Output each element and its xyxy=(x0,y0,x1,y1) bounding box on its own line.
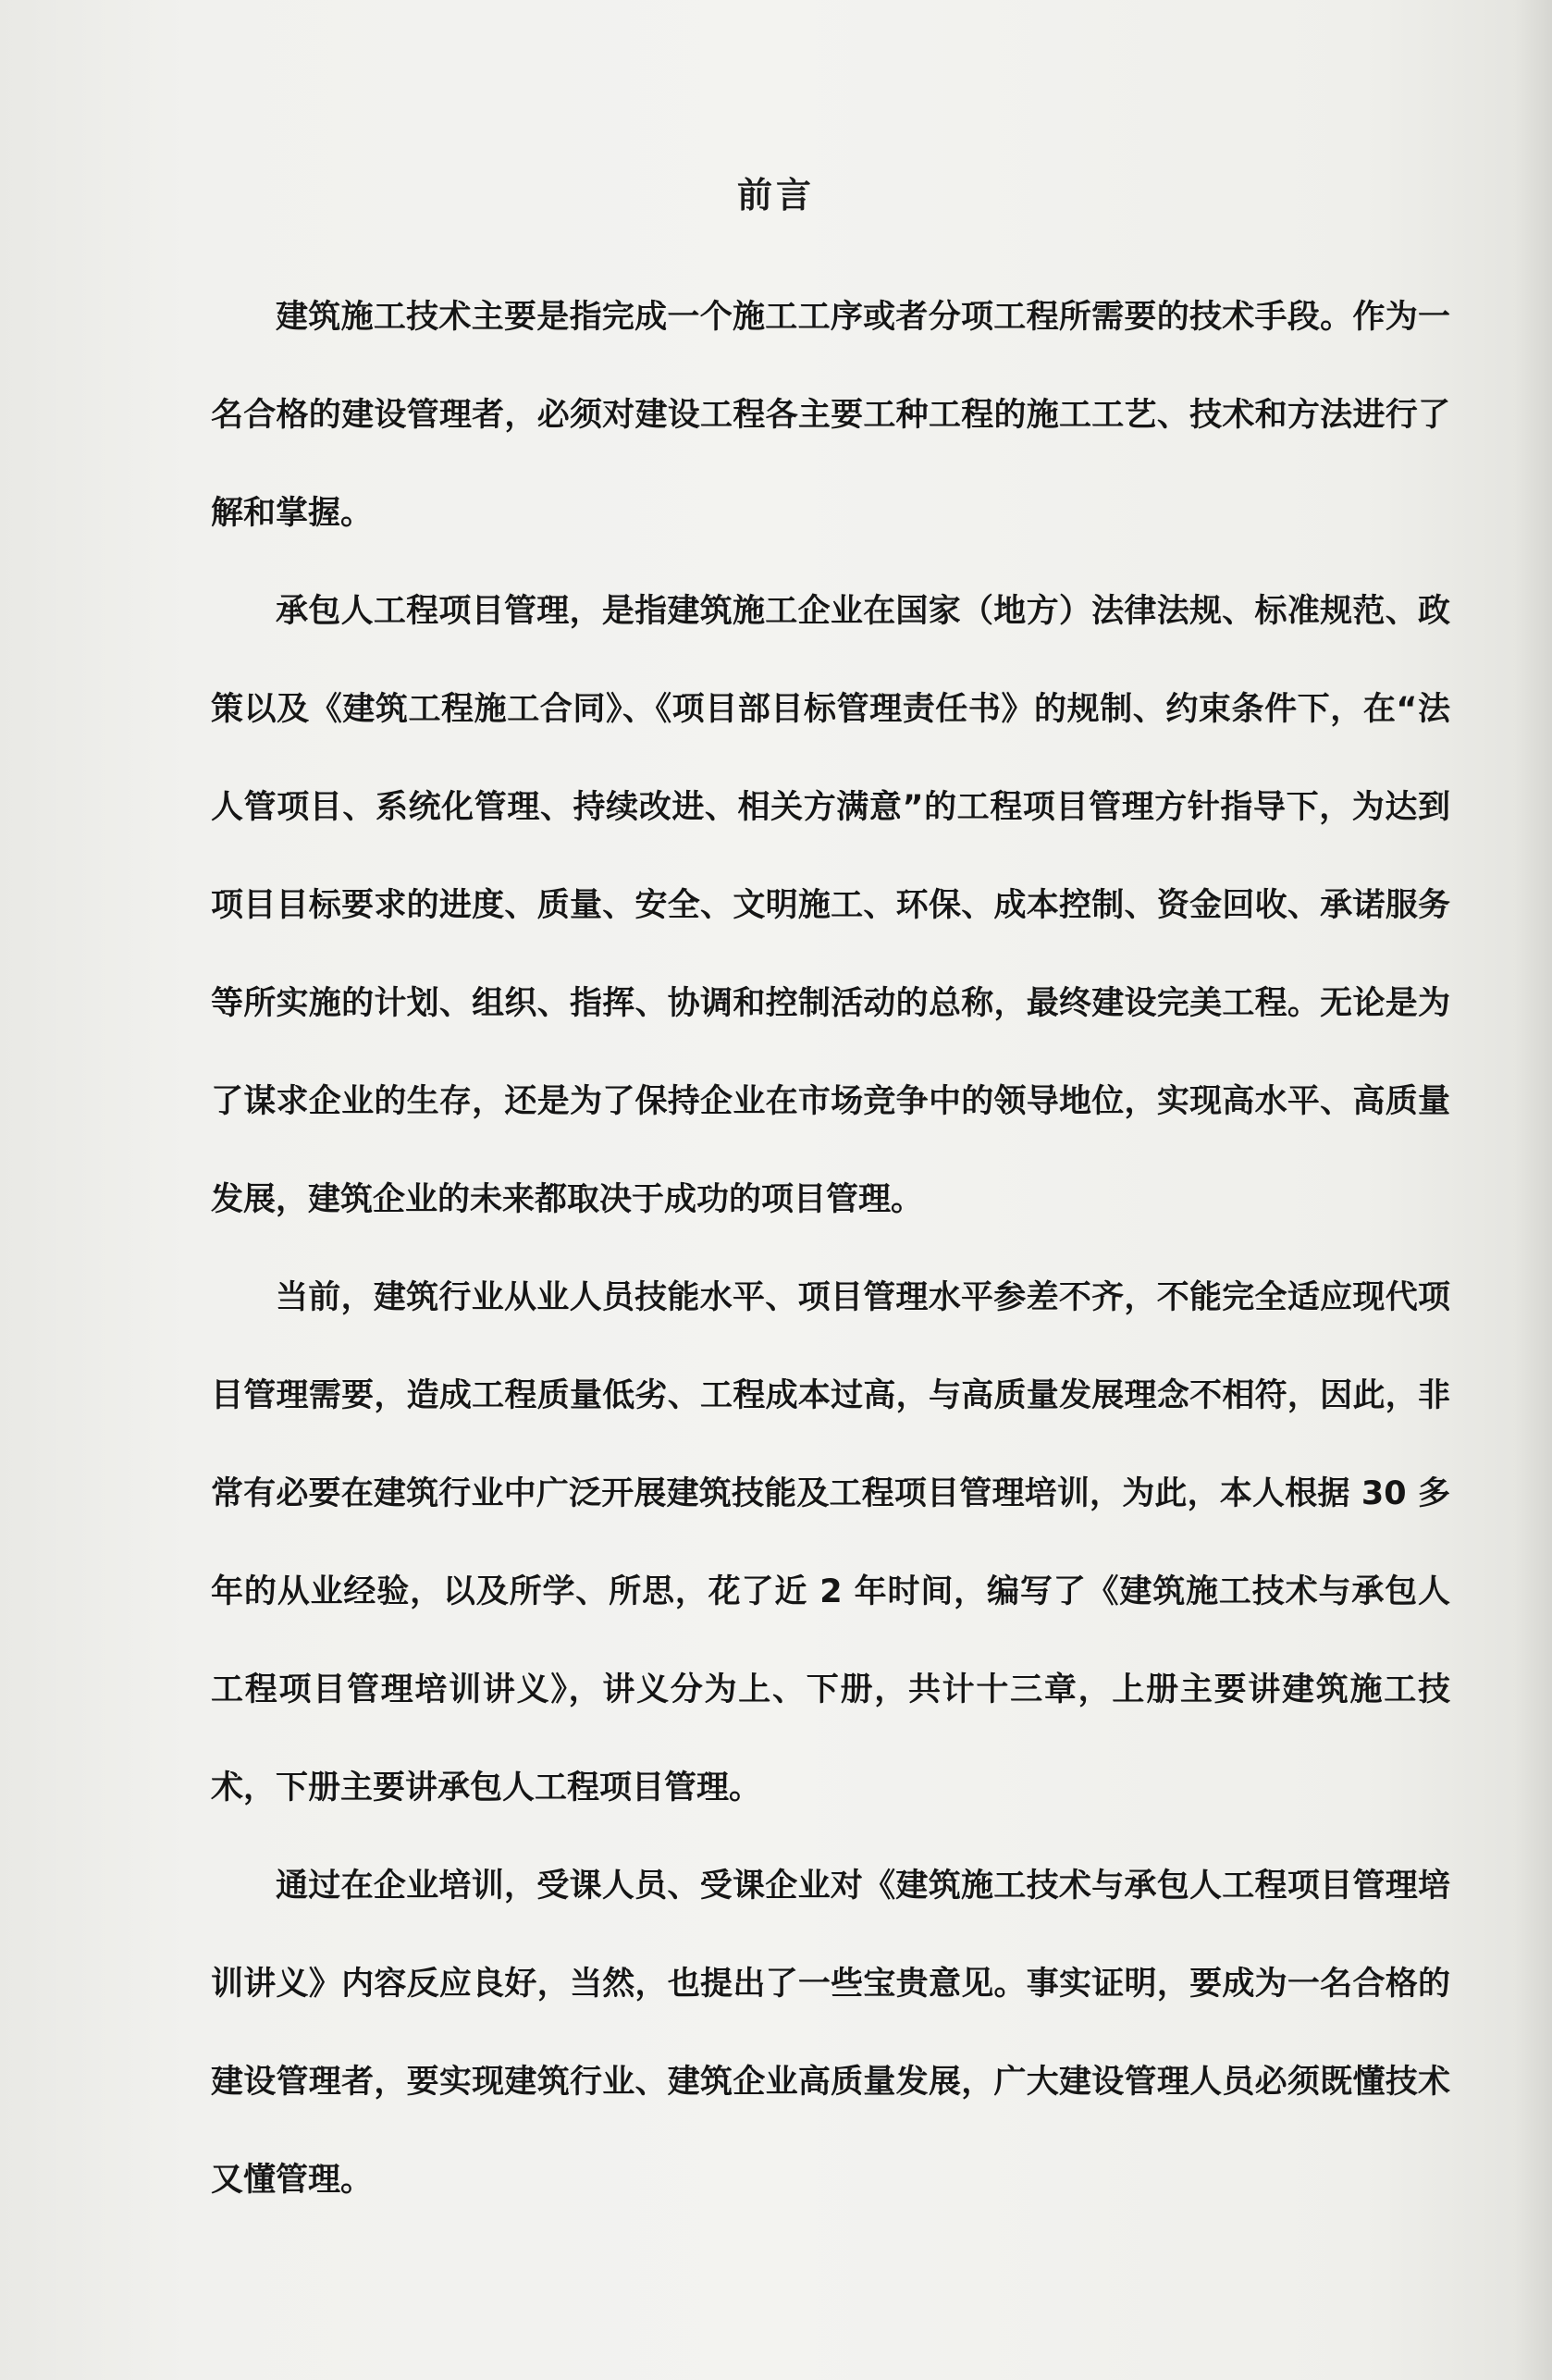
paragraph-construction-technology: 建筑施工技术主要是指完成一个施工工序或者分项工程所需要的技术手段。作为一名合格的建设管理者，必须对建设工程各主要工种工程的施工工艺、技术和方法进行了解和掌握。 xyxy=(211,299,1450,532)
document-body xyxy=(211,268,1450,2229)
paragraph-training-feedback: 通过在企业培训，受课人员、受课企业对《建筑施工技术与承包人工程项目管理培训讲义》内容反应良好，当然，也提出了一些宝贵意见。事实证明，要成为一名合格的建设管理者，要实现建筑行业、建筑企业高质量发展，广大建设管理人员必须既懂技术又懂管理。 xyxy=(211,1868,1450,2199)
page-edge-shadow xyxy=(1515,0,1552,2380)
page-title: 前言 xyxy=(736,175,815,216)
paragraph-project-management: 承包人工程项目管理，是指建筑施工企业在国家（地方）法律法规、标准规范、政策以及《建筑工程施工合同》、《项目部目标管理责任书》的规制、约束条件下，在“法人管项目、系统化管理、持续改进、相关方满意”的工程项目管理方针指导下，为达到项目目标要求的进度、质量、安全、文明施工、环保、成本控制、资金回收、承诺服务等所实施的计划、组织、指挥、协调和控制活动的总称，最终建设完美工程。无论是为了谋求企业的生存，还是为了保持企业在市场竞争中的领导地位，实现高水平、高质量发展，建筑企业的未来都取决于成功的项目管理。 xyxy=(211,593,1450,1218)
paragraph-current-situation: 当前，建筑行业从业人员技能水平、项目管理水平参差不齐，不能完全适应现代项目管理需要，造成工程质量低劣、工程成本过高，与高质量发展理念不相符，因此，非常有必要在建筑行业中广泛开展建筑技能及工程项目管理培训，为此，本人根据 30 多年的从业经验，以及所学、所思，花了近 2 年时间，编写了《建筑施工技术与承包人工程项目管理培训讲义》，讲义分为上、下册，共计十三章，上册主要讲建筑施工技术，下册主要讲承包人工程项目管理。 xyxy=(211,1279,1450,1807)
